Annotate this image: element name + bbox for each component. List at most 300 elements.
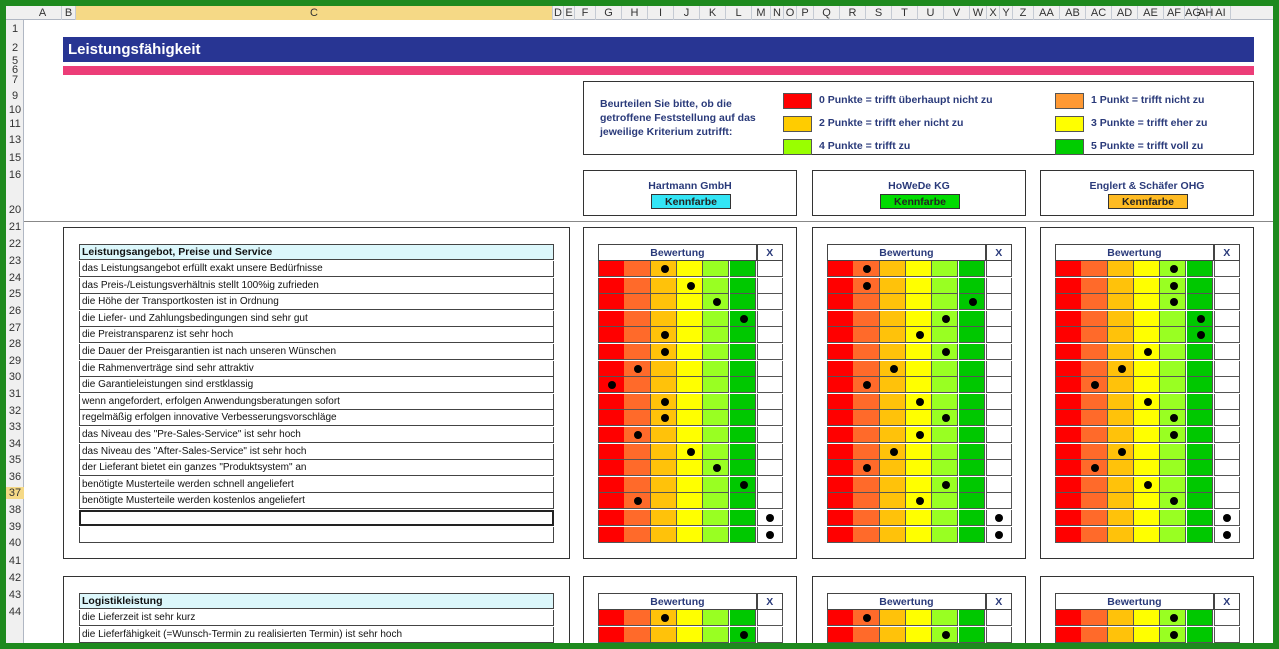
row-header-39[interactable]: 39 [8,521,22,533]
x-cell[interactable] [757,427,783,443]
rating-cell[interactable] [959,278,985,294]
rating-cell[interactable] [651,527,677,543]
rating-cell[interactable] [932,444,958,460]
rating-cell[interactable] [624,410,650,426]
rating-cell[interactable] [1055,344,1082,360]
rating-cell[interactable] [1187,477,1213,493]
x-cell[interactable] [757,294,783,310]
rating-cell[interactable] [624,610,650,626]
rating-cell[interactable] [730,410,756,426]
row-header-38[interactable]: 38 [8,504,22,516]
x-cell[interactable] [986,394,1012,410]
rating-cell[interactable] [853,394,879,410]
rating-cell[interactable] [651,627,677,643]
rating-cell[interactable] [827,261,854,277]
rating-cell[interactable] [1134,261,1160,277]
rating-cell[interactable] [932,377,958,393]
rating-cell[interactable] [1187,510,1213,526]
rating-cell[interactable] [1081,477,1107,493]
rating-cell[interactable] [932,610,958,626]
rating-cell[interactable] [1160,394,1186,410]
column-header-h[interactable]: H [622,6,648,20]
rating-cell[interactable] [959,261,985,277]
x-cell[interactable] [757,361,783,377]
rating-cell[interactable] [959,344,985,360]
rating-cell[interactable] [959,361,985,377]
rating-cell[interactable] [598,610,625,626]
rating-cell[interactable] [703,427,729,443]
rating-cell[interactable] [703,377,729,393]
rating-cell[interactable] [1081,510,1107,526]
column-header-f[interactable]: F [575,6,596,20]
rating-cell[interactable] [703,327,729,343]
rating-cell[interactable] [1134,627,1160,643]
x-cell[interactable] [1214,311,1240,327]
row-headers[interactable] [6,20,24,649]
rating-cell[interactable] [1187,527,1213,543]
rating-cell[interactable] [1134,377,1160,393]
row-header-5[interactable]: 5 [11,55,19,67]
rating-cell[interactable] [932,261,958,277]
criteria-row[interactable] [79,510,554,526]
rating-cell[interactable] [827,427,854,443]
rating-cell[interactable] [1187,261,1213,277]
rating-cell[interactable] [1081,278,1107,294]
rating-cell[interactable] [1108,278,1134,294]
criteria-row[interactable]: benötigte Musterteile werden kostenlos angeliefert [79,493,554,509]
rating-cell[interactable] [624,643,650,649]
rating-cell[interactable] [598,627,625,643]
rating-cell[interactable] [1108,394,1134,410]
rating-cell[interactable] [827,344,854,360]
rating-cell[interactable] [598,394,625,410]
rating-cell[interactable] [624,627,650,643]
row-header-22[interactable]: 22 [8,238,22,250]
rating-cell[interactable] [703,278,729,294]
rating-cell[interactable] [624,327,650,343]
rating-cell[interactable] [651,493,677,509]
rating-cell[interactable] [880,627,906,643]
rating-cell[interactable] [1108,610,1134,626]
rating-cell[interactable] [1081,493,1107,509]
x-cell[interactable] [986,377,1012,393]
x-cell[interactable] [986,427,1012,443]
column-header-ac[interactable]: AC [1086,6,1112,20]
row-header-28[interactable]: 28 [8,338,22,350]
rating-cell[interactable] [1134,410,1160,426]
rating-cell[interactable] [651,477,677,493]
x-cell[interactable] [986,627,1012,643]
criteria-row[interactable]: die Garantieleistungen sind erstklassig [79,377,554,393]
rating-cell[interactable] [624,444,650,460]
criteria-row[interactable]: die Lieferzeit ist sehr kurz [79,610,554,626]
rating-cell[interactable] [598,444,625,460]
x-cell[interactable] [986,344,1012,360]
rating-cell[interactable] [906,311,932,327]
column-header-p[interactable]: P [797,6,814,20]
x-cell[interactable] [1214,278,1240,294]
rating-cell[interactable] [906,643,932,649]
rating-cell[interactable] [1108,427,1134,443]
rating-cell[interactable] [932,361,958,377]
rating-cell[interactable] [827,294,854,310]
rating-cell[interactable] [1160,444,1186,460]
column-header-y[interactable]: Y [1000,6,1013,20]
rating-cell[interactable] [1081,427,1107,443]
rating-cell[interactable] [1108,527,1134,543]
rating-cell[interactable] [959,493,985,509]
rating-cell[interactable] [853,427,879,443]
rating-cell[interactable] [1081,643,1107,649]
x-cell[interactable] [1214,361,1240,377]
rating-cell[interactable] [598,361,625,377]
x-cell[interactable] [986,643,1012,649]
x-cell[interactable] [1214,427,1240,443]
rating-cell[interactable] [853,344,879,360]
rating-cell[interactable] [651,361,677,377]
rating-cell[interactable] [651,377,677,393]
x-cell[interactable] [757,377,783,393]
rating-cell[interactable] [703,394,729,410]
rating-cell[interactable] [703,311,729,327]
x-cell[interactable] [757,327,783,343]
rating-cell[interactable] [1187,344,1213,360]
row-header-10[interactable]: 10 [8,104,22,116]
column-header-o[interactable]: O [784,6,797,20]
rating-cell[interactable] [959,311,985,327]
x-cell[interactable] [986,493,1012,509]
rating-cell[interactable] [880,510,906,526]
column-header-c[interactable]: C [76,6,553,20]
rating-cell[interactable] [1187,410,1213,426]
rating-cell[interactable] [827,460,854,476]
x-cell[interactable] [1214,460,1240,476]
column-header-e[interactable]: E [564,6,575,20]
rating-cell[interactable] [853,444,879,460]
rating-cell[interactable] [651,294,677,310]
rating-cell[interactable] [1108,510,1134,526]
rating-cell[interactable] [827,477,854,493]
x-cell[interactable] [757,493,783,509]
column-header-z[interactable]: Z [1013,6,1034,20]
rating-cell[interactable] [1160,344,1186,360]
row-header-42[interactable]: 42 [8,572,22,584]
x-cell[interactable] [1214,410,1240,426]
rating-cell[interactable] [1055,410,1082,426]
x-cell[interactable] [757,344,783,360]
criteria-row[interactable]: regelmäßig erfolgen innovative Verbesserungsvorschläge [79,410,554,426]
rating-cell[interactable] [1055,477,1082,493]
x-cell[interactable] [1214,610,1240,626]
x-cell[interactable] [757,278,783,294]
rating-cell[interactable] [677,493,703,509]
rating-cell[interactable] [959,610,985,626]
rating-cell[interactable] [827,377,854,393]
criteria-row[interactable]: die Liefer- und Zahlungsbedingungen sind sehr gut [79,311,554,327]
rating-cell[interactable] [703,493,729,509]
rating-cell[interactable] [959,643,985,649]
x-cell[interactable] [986,444,1012,460]
rating-cell[interactable] [880,427,906,443]
rating-cell[interactable] [906,510,932,526]
rating-cell[interactable] [959,477,985,493]
row-header-15[interactable]: 15 [8,152,22,164]
row-header-43[interactable]: 43 [8,589,22,601]
rating-cell[interactable] [1187,361,1213,377]
x-cell[interactable] [1214,327,1240,343]
rating-cell[interactable] [730,361,756,377]
x-cell[interactable] [757,444,783,460]
x-cell[interactable] [1214,643,1240,649]
row-header-16[interactable]: 16 [8,169,22,181]
rating-cell[interactable] [880,311,906,327]
rating-cell[interactable] [677,294,703,310]
rating-cell[interactable] [880,493,906,509]
column-header-ai[interactable]: AI [1211,6,1231,20]
rating-cell[interactable] [880,327,906,343]
column-header-g[interactable]: G [596,6,622,20]
rating-cell[interactable] [906,410,932,426]
rating-cell[interactable] [598,477,625,493]
column-header-a[interactable]: A [24,6,62,20]
column-header-w[interactable]: W [970,6,987,20]
rating-cell[interactable] [932,278,958,294]
rating-cell[interactable] [703,344,729,360]
x-cell[interactable] [986,327,1012,343]
rating-cell[interactable] [730,261,756,277]
row-header-41[interactable]: 41 [8,555,22,567]
rating-cell[interactable] [1134,493,1160,509]
row-header-6[interactable]: 6 [11,64,19,76]
rating-cell[interactable] [1055,311,1082,327]
rating-cell[interactable] [730,610,756,626]
x-cell[interactable] [757,261,783,277]
x-cell[interactable] [986,610,1012,626]
rating-cell[interactable] [880,410,906,426]
rating-cell[interactable] [1055,294,1082,310]
rating-cell[interactable] [959,377,985,393]
rating-cell[interactable] [730,427,756,443]
rating-cell[interactable] [677,610,703,626]
rating-cell[interactable] [598,510,625,526]
column-header-ad[interactable]: AD [1112,6,1138,20]
rating-cell[interactable] [932,493,958,509]
rating-cell[interactable] [906,278,932,294]
rating-cell[interactable] [703,410,729,426]
row-header-44[interactable]: 44 [8,606,22,618]
rating-cell[interactable] [703,261,729,277]
rating-cell[interactable] [1081,344,1107,360]
x-cell[interactable] [757,627,783,643]
rating-cell[interactable] [906,627,932,643]
rating-cell[interactable] [1055,327,1082,343]
rating-cell[interactable] [1055,444,1082,460]
rating-cell[interactable] [932,427,958,443]
rating-cell[interactable] [730,394,756,410]
column-header-u[interactable]: U [918,6,944,20]
column-header-i[interactable]: I [648,6,674,20]
rating-cell[interactable] [906,444,932,460]
criteria-row[interactable]: das Preis-/Leistungsverhältnis stellt 100%ig zufrieden [79,278,554,294]
rating-cell[interactable] [677,394,703,410]
rating-cell[interactable] [827,527,854,543]
rating-cell[interactable] [703,643,729,649]
x-cell[interactable] [986,294,1012,310]
rating-cell[interactable] [1160,527,1186,543]
rating-cell[interactable] [880,344,906,360]
rating-cell[interactable] [827,444,854,460]
rating-cell[interactable] [1160,643,1186,649]
row-header-21[interactable]: 21 [8,221,22,233]
rating-cell[interactable] [853,527,879,543]
rating-cell[interactable] [880,261,906,277]
rating-cell[interactable] [1134,361,1160,377]
rating-cell[interactable] [1108,627,1134,643]
column-header-k[interactable]: K [700,6,726,20]
rating-cell[interactable] [1081,610,1107,626]
rating-cell[interactable] [1187,294,1213,310]
rating-cell[interactable] [932,327,958,343]
rating-cell[interactable] [1108,477,1134,493]
rating-cell[interactable] [677,361,703,377]
rating-cell[interactable] [932,510,958,526]
rating-cell[interactable] [730,444,756,460]
x-cell[interactable] [1214,627,1240,643]
row-header-9[interactable]: 9 [11,90,19,102]
x-cell[interactable] [757,410,783,426]
column-header-d[interactable]: D [553,6,564,20]
rating-cell[interactable] [853,510,879,526]
rating-cell[interactable] [932,394,958,410]
rating-cell[interactable] [703,627,729,643]
rating-cell[interactable] [1160,327,1186,343]
rating-cell[interactable] [624,394,650,410]
criteria-row[interactable] [79,527,554,543]
rating-cell[interactable] [906,527,932,543]
rating-cell[interactable] [1081,627,1107,643]
rating-cell[interactable] [624,527,650,543]
rating-cell[interactable] [1081,527,1107,543]
rating-cell[interactable] [598,278,625,294]
row-header-13[interactable]: 13 [8,134,22,146]
rating-cell[interactable] [827,278,854,294]
row-header-26[interactable]: 26 [8,305,22,317]
rating-cell[interactable] [1160,510,1186,526]
x-cell[interactable] [1214,394,1240,410]
rating-cell[interactable] [1055,278,1082,294]
rating-cell[interactable] [880,477,906,493]
rating-cell[interactable] [827,493,854,509]
column-header-r[interactable]: R [840,6,866,20]
rating-cell[interactable] [624,344,650,360]
criteria-row[interactable]: die Preistransparenz ist sehr hoch [79,327,554,343]
x-cell[interactable] [757,643,783,649]
rating-cell[interactable] [906,261,932,277]
rating-cell[interactable] [827,643,854,649]
rating-cell[interactable] [880,377,906,393]
rating-cell[interactable] [677,643,703,649]
rating-cell[interactable] [624,294,650,310]
rating-cell[interactable] [853,327,879,343]
rating-cell[interactable] [827,510,854,526]
rating-cell[interactable] [880,278,906,294]
rating-cell[interactable] [959,444,985,460]
criteria-row[interactable]: die Höhe der Transportkosten ist in Ordnung [79,294,554,310]
rating-cell[interactable] [959,410,985,426]
x-cell[interactable] [1214,444,1240,460]
rating-cell[interactable] [1134,278,1160,294]
rating-cell[interactable] [624,477,650,493]
rating-cell[interactable] [730,643,756,649]
rating-cell[interactable] [1134,444,1160,460]
rating-cell[interactable] [598,493,625,509]
rating-cell[interactable] [959,510,985,526]
row-header-7[interactable]: 7 [11,74,19,86]
column-header-aa[interactable]: AA [1034,6,1060,20]
rating-cell[interactable] [651,444,677,460]
rating-cell[interactable] [730,510,756,526]
column-header-b[interactable]: B [62,6,76,20]
rating-cell[interactable] [1081,294,1107,310]
row-header-33[interactable]: 33 [8,421,22,433]
rating-cell[interactable] [1108,327,1134,343]
rating-cell[interactable] [598,410,625,426]
rating-cell[interactable] [1108,643,1134,649]
x-cell[interactable] [986,361,1012,377]
column-header-q[interactable]: Q [814,6,840,20]
criteria-row[interactable]: benötigte Musterteile werden schnell angeliefert [79,477,554,493]
x-cell[interactable] [986,261,1012,277]
row-header-24[interactable]: 24 [8,272,22,284]
rating-cell[interactable] [880,527,906,543]
rating-cell[interactable] [1187,278,1213,294]
criteria-row[interactable]: das Niveau des "After-Sales-Service" ist sehr hoch [79,444,554,460]
column-header-v[interactable]: V [944,6,970,20]
rating-cell[interactable] [853,493,879,509]
x-cell[interactable] [757,610,783,626]
rating-cell[interactable] [1055,460,1082,476]
rating-cell[interactable] [1081,394,1107,410]
x-cell[interactable] [1214,261,1240,277]
rating-cell[interactable] [730,327,756,343]
rating-cell[interactable] [1134,643,1160,649]
rating-cell[interactable] [703,527,729,543]
rating-cell[interactable] [730,460,756,476]
rating-cell[interactable] [1108,460,1134,476]
rating-cell[interactable] [677,377,703,393]
row-header-31[interactable]: 31 [8,388,22,400]
rating-cell[interactable] [827,394,854,410]
row-header-27[interactable]: 27 [8,322,22,334]
x-cell[interactable] [986,477,1012,493]
criteria-row[interactable]: die Rahmenverträge sind sehr attraktiv [79,361,554,377]
criteria-row[interactable]: die Lieferfähigkeit (=Wunsch-Termin zu realisierten Termin) ist sehr hoch [79,627,554,643]
rating-cell[interactable] [703,361,729,377]
row-header-1[interactable]: 1 [11,23,19,35]
rating-cell[interactable] [932,460,958,476]
rating-cell[interactable] [853,410,879,426]
column-header-af[interactable]: AF [1164,6,1185,20]
rating-cell[interactable] [880,610,906,626]
rating-cell[interactable] [651,643,677,649]
rating-cell[interactable] [1055,377,1082,393]
row-header-40[interactable]: 40 [8,537,22,549]
rating-cell[interactable] [1187,627,1213,643]
rating-cell[interactable] [1055,493,1082,509]
rating-cell[interactable] [1081,361,1107,377]
rating-cell[interactable] [1134,510,1160,526]
rating-cell[interactable] [906,294,932,310]
